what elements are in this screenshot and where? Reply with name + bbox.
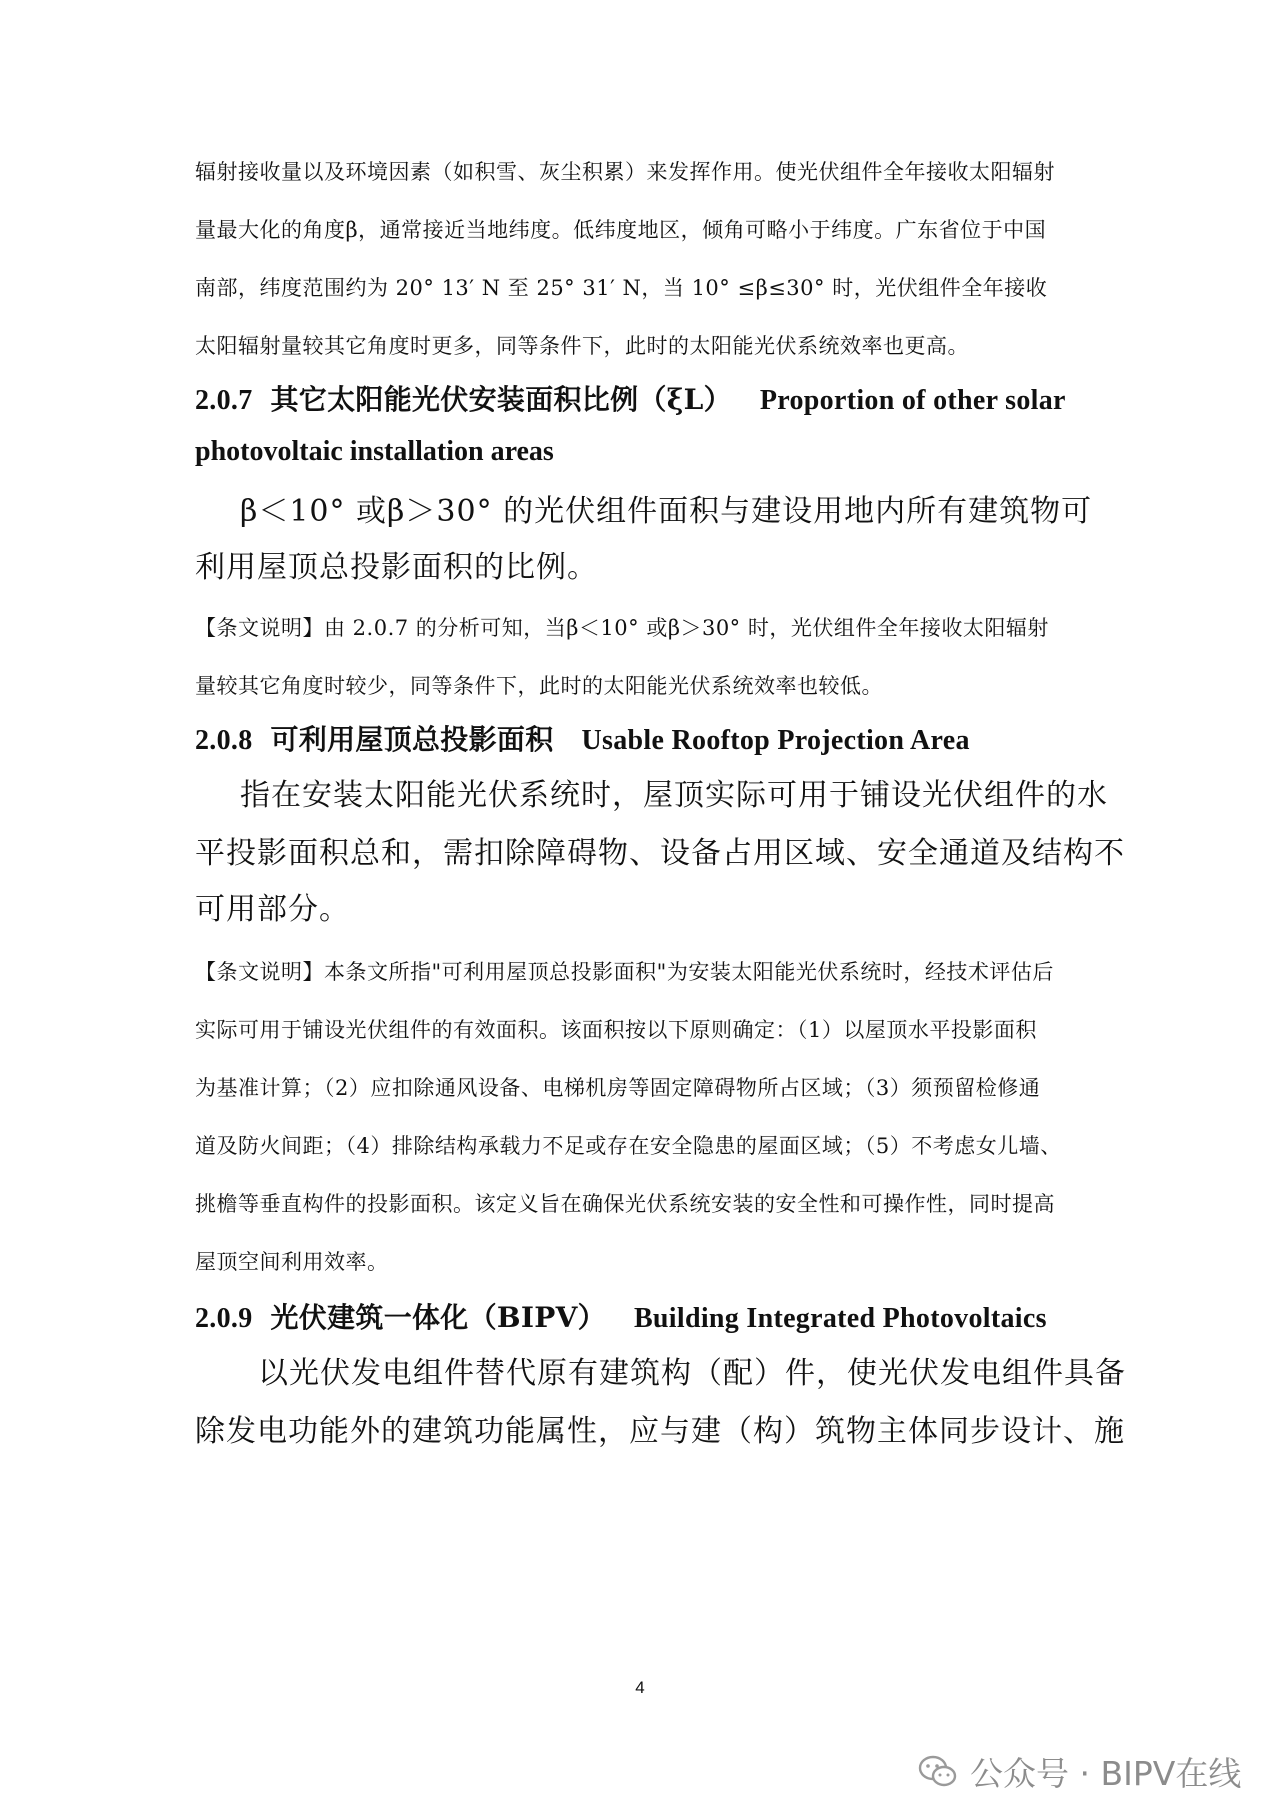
section-207-body-line-2: 利用屋顶总投影面积的比例。 bbox=[195, 550, 598, 585]
section-208-note-line-5: 挑檐等垂直构件的投影面积。该定义旨在确保光伏系统安装的安全性和可操作性，同时提高 bbox=[195, 1192, 1055, 1216]
section-207-heading-line2: photovoltaic installation areas bbox=[195, 436, 554, 467]
section-207-heading bbox=[195, 378, 1066, 418]
section-207-note-line-1: 【条文说明】由 2.0.7 的分析可知，当β＜10° 或β＞30° 时，光伏组件全年接收太阳辐射 bbox=[195, 616, 1049, 640]
section-208-heading bbox=[195, 718, 970, 758]
section-207-note-line-2: 量较其它角度时较少，同等条件下，此时的太阳能光伏系统效率也较低。 bbox=[195, 674, 883, 698]
watermark-text: 公众号 · BIPV在线 bbox=[970, 1754, 1242, 1793]
section-title-en: Proportion of other solar bbox=[759, 385, 1066, 416]
intro-line-3: 南部，纬度范围约为 20° 13′ N 至 25° 31′ N，当 10° ≤β≤30° 时，光伏组件全年接收 bbox=[195, 276, 1048, 300]
section-208-body-line-3: 可用部分。 bbox=[195, 892, 350, 927]
intro-line-2: 量最大化的角度β，通常接近当地纬度。低纬度地区，倾角可略小于纬度。广东省位于中国 bbox=[195, 218, 1047, 242]
section-209-body-line-1: 以光伏发电组件替代原有建筑构（配）件，使光伏发电组件具备 bbox=[258, 1356, 1126, 1391]
section-208-body-line-1: 指在安装太阳能光伏系统时，屋顶实际可用于铺设光伏组件的水 bbox=[240, 778, 1108, 813]
section-208-body-line-2: 平投影面积总和，需扣除障碍物、设备占用区域、安全通道及结构不 bbox=[195, 836, 1125, 871]
section-number: 2.0.9 bbox=[195, 1303, 253, 1334]
section-208-note-line-3: 为基准计算；（2）应扣除通风设备、电梯机房等固定障碍物所占区域；（3）须预留检修通 bbox=[195, 1076, 1041, 1100]
section-number: 2.0.7 bbox=[195, 385, 253, 416]
section-number: 2.0.8 bbox=[195, 725, 253, 756]
section-title-cn: 其它太阳能光伏安装面积比例（ξL） bbox=[270, 383, 732, 416]
watermark bbox=[918, 1748, 1241, 1795]
section-208-note-line-2: 实际可用于铺设光伏组件的有效面积。该面积按以下原则确定：（1）以屋顶水平投影面积 bbox=[195, 1018, 1037, 1042]
intro-line-4: 太阳辐射量较其它角度时更多，同等条件下，此时的太阳能光伏系统效率也更高。 bbox=[195, 334, 969, 358]
section-209-heading bbox=[195, 1296, 1047, 1336]
page-number: 4 bbox=[635, 1678, 645, 1697]
section-207-body-line-1: β＜10° 或β＞30° 的光伏组件面积与建设用地内所有建筑物可 bbox=[240, 494, 1093, 529]
section-title-en: Usable Rooftop Projection Area bbox=[581, 725, 970, 756]
section-209-body-line-2: 除发电功能外的建筑功能属性，应与建（构）筑物主体同步设计、施 bbox=[195, 1414, 1125, 1449]
section-208-note-line-6: 屋顶空间利用效率。 bbox=[195, 1250, 389, 1274]
section-title-cn: 光伏建筑一体化（BIPV） bbox=[270, 1301, 606, 1334]
section-208-note-line-4: 道及防火间距；（4）排除结构承载力不足或存在安全隐患的屋面区域；（5）不考虑女儿墙、 bbox=[195, 1134, 1062, 1158]
section-title-cn: 可利用屋顶总投影面积 bbox=[270, 723, 554, 756]
wechat-icon bbox=[918, 1754, 958, 1790]
intro-line-1: 辐射接收量以及环境因素（如积雪、灰尘积累）来发挥作用。使光伏组件全年接收太阳辐射 bbox=[195, 160, 1055, 184]
section-title-en: Building Integrated Photovoltaics bbox=[633, 1303, 1047, 1334]
section-208-note-line-1: 【条文说明】本条文所指"可利用屋顶总投影面积"为安装太阳能光伏系统时，经技术评估后 bbox=[195, 960, 1054, 984]
